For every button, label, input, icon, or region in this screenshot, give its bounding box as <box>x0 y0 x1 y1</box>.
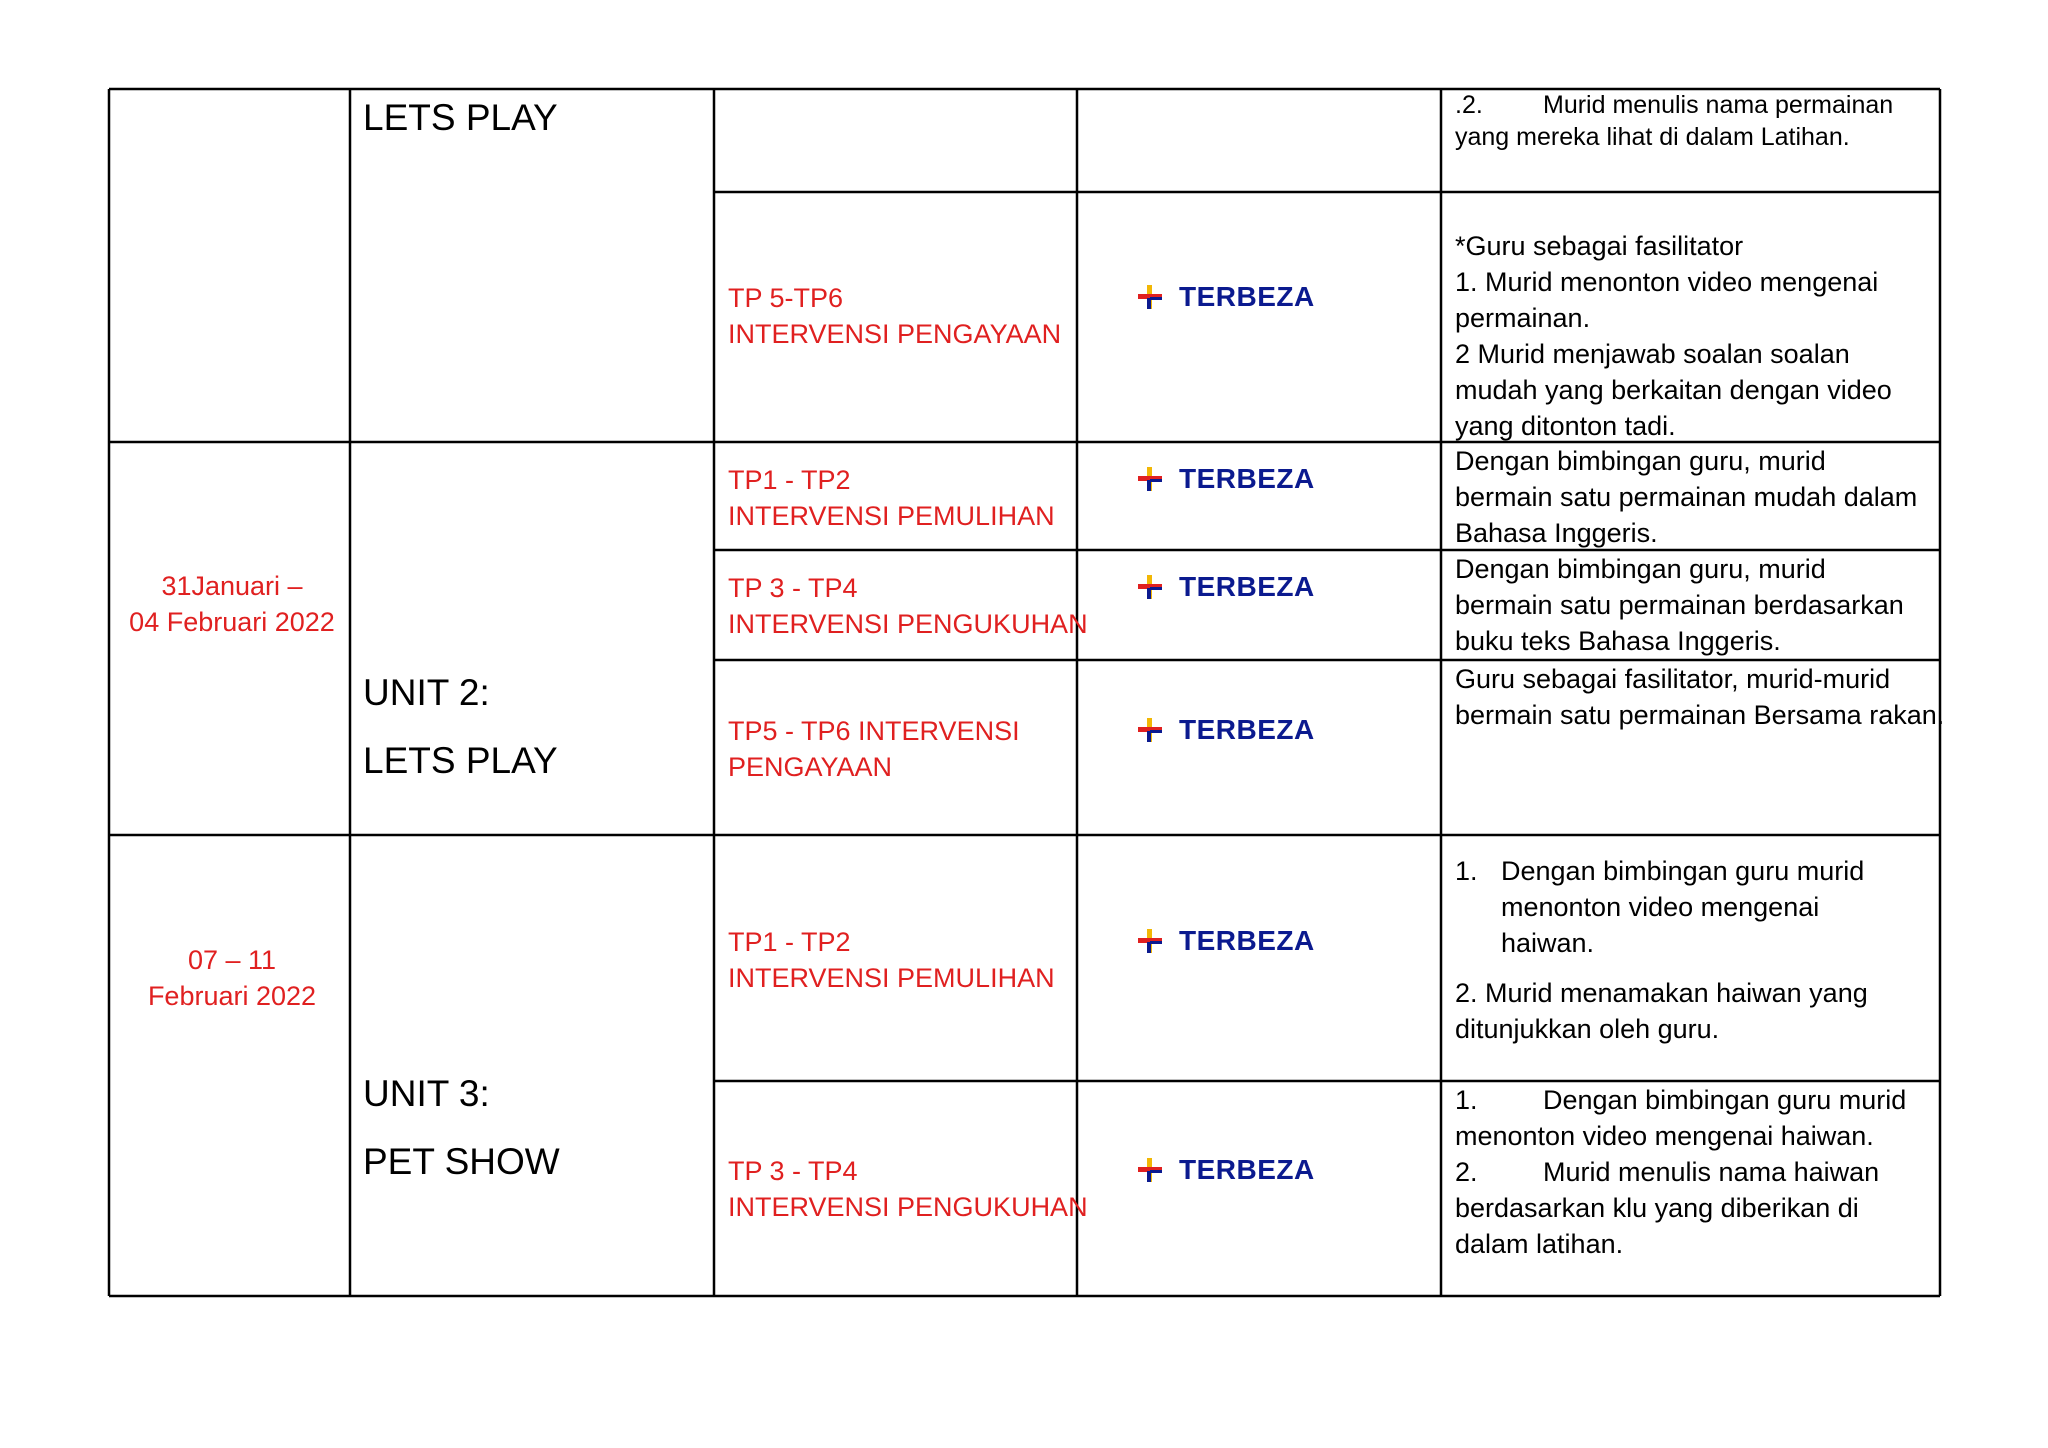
activity-line: Murid menulis nama permainan <box>1543 91 1894 119</box>
terbeza-badge <box>1137 925 1315 957</box>
week-date: 04 Februari 2022 <box>129 607 335 637</box>
unit-subtitle: PET SHOW <box>363 1141 560 1182</box>
plus-arrow-icon <box>1137 574 1163 600</box>
activity-line: Dengan bimbingan guru, murid <box>1455 554 1826 584</box>
badge-label: TERBEZA <box>1179 1154 1315 1185</box>
activity-line: permainan. <box>1455 303 1591 333</box>
activity-line: 1. Murid menonton video mengenai <box>1455 267 1879 297</box>
badge-label: TERBEZA <box>1179 463 1315 494</box>
activity-text: Murid menulis nama haiwan <box>1543 1157 1880 1187</box>
tp-level: TP1 - TP2 <box>728 465 851 495</box>
activity-line: bermain satu permainan berdasarkan <box>1455 590 1904 620</box>
list-number: 1. <box>1455 1085 1478 1115</box>
terbeza-badge <box>1137 714 1315 746</box>
tp-level: TP1 - TP2 <box>728 927 851 957</box>
list-number: 1. <box>1455 856 1478 886</box>
plus-arrow-icon <box>1137 928 1163 954</box>
tp-level: TP 3 - TP4 <box>728 1156 858 1186</box>
activity-line: ditunjukkan oleh guru. <box>1455 1014 1720 1044</box>
unit-title: UNIT 2: <box>363 672 490 713</box>
activity-line: bermain satu permainan Bersama rakan. <box>1455 700 1945 730</box>
terbeza-badge <box>1137 281 1315 313</box>
tp-level: TP 3 - TP4 <box>728 573 858 603</box>
activity-line: berdasarkan klu yang diberikan di <box>1455 1193 1859 1223</box>
activity-line: 2 Murid menjawab soalan soalan <box>1455 339 1850 369</box>
activity-line: Guru sebagai fasilitator, murid-murid <box>1455 664 1891 694</box>
activity-line: buku teks Bahasa Inggeris. <box>1455 626 1781 656</box>
badge-label: TERBEZA <box>1179 281 1315 312</box>
terbeza-badge <box>1137 571 1315 603</box>
activity-line: yang mereka lihat di dalam Latihan. <box>1455 123 1850 151</box>
intervention-type: INTERVENSI PENGAYAAN <box>728 319 1062 349</box>
badge-label: TERBEZA <box>1179 571 1315 602</box>
activity-line: Bahasa Inggeris. <box>1455 518 1658 548</box>
plus-arrow-icon <box>1137 717 1163 743</box>
activity-line: *Guru sebagai fasilitator <box>1455 231 1744 261</box>
unit-subtitle: LETS PLAY <box>363 740 558 781</box>
activity-line: menonton video mengenai <box>1501 892 1820 922</box>
intervention-type: PENGAYAAN <box>728 752 893 782</box>
terbeza-badge <box>1137 1154 1315 1186</box>
activity-text: Dengan bimbingan guru murid <box>1543 1085 1907 1115</box>
unit-title: UNIT 3: <box>363 1073 490 1114</box>
plus-arrow-icon <box>1137 1157 1163 1183</box>
terbeza-badge <box>1137 463 1315 495</box>
activity-line: haiwan. <box>1501 928 1595 958</box>
activity-line: mudah yang berkaitan dengan video <box>1455 375 1892 405</box>
badge-label: TERBEZA <box>1179 925 1315 956</box>
activity-line: dalam latihan. <box>1455 1229 1624 1259</box>
intervention-type: INTERVENSI PENGUKUHAN <box>728 1192 1088 1222</box>
tp-level: TP 5-TP6 <box>728 283 844 313</box>
week-date: Februari 2022 <box>147 981 317 1011</box>
activity-line: menonton video mengenai haiwan. <box>1455 1121 1874 1151</box>
tp-level: TP5 - TP6 INTERVENSI <box>728 716 1020 746</box>
plus-arrow-icon <box>1137 284 1163 310</box>
activity-line: yang ditonton tadi. <box>1455 411 1676 441</box>
week-date: 31Januari – <box>161 571 303 601</box>
activity-text: Dengan bimbingan guru murid <box>1501 856 1865 886</box>
plus-arrow-icon <box>1137 466 1163 492</box>
intervention-type: INTERVENSI PEMULIHAN <box>728 963 1055 993</box>
activity-line: bermain satu permainan mudah dalam <box>1455 482 1918 512</box>
activity-line <box>1455 853 1864 889</box>
list-number: 2. <box>1455 1157 1478 1187</box>
intervention-type: INTERVENSI PEMULIHAN <box>728 501 1055 531</box>
activity-line <box>1455 1082 1906 1118</box>
week-date: 07 – 11 <box>187 945 277 975</box>
unit-title: LETS PLAY <box>363 97 558 138</box>
badge-label: TERBEZA <box>1179 714 1315 745</box>
activity-line: Dengan bimbingan guru, murid <box>1455 446 1826 476</box>
activity-line <box>1455 1154 1879 1190</box>
activity-number: .2. <box>1455 91 1483 119</box>
intervention-type: INTERVENSI PENGUKUHAN <box>728 609 1088 639</box>
activity-line: 2. Murid menamakan haiwan yang <box>1455 978 1868 1008</box>
